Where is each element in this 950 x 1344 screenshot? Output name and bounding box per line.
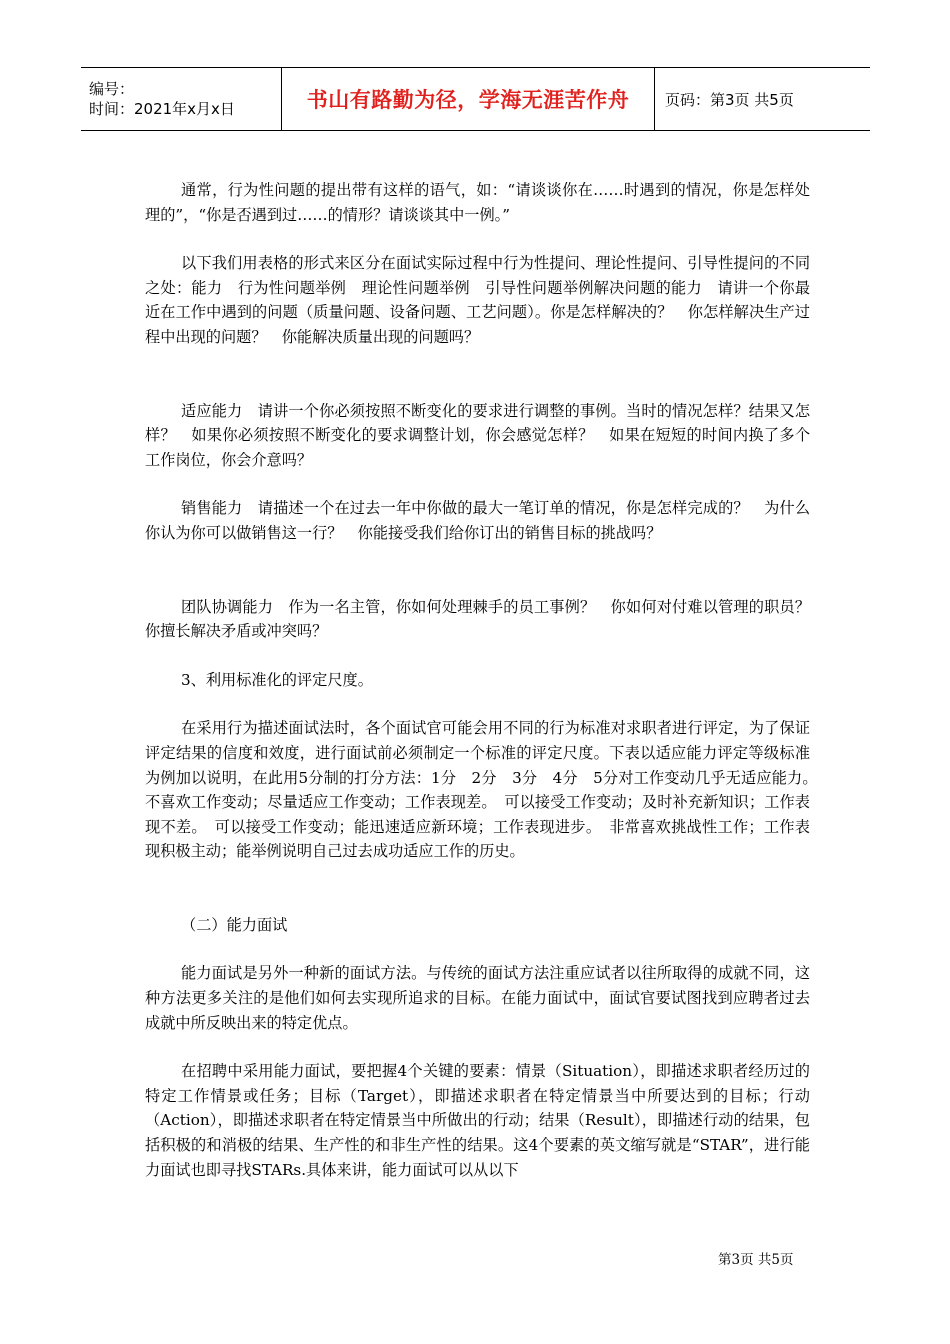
paragraph-question-comparison: 以下我们用表格的形式来区分在面试实际过程中行为性提问、理论性提问、引导性提问的不同之处：能力 行为性问题举例 理论性问题举例 引导性问题举例解决问题的能力 请讲一个你最近在工作中遇到的问题（质量问题、设备问题、工艺问题）。你是怎样解决的？ 你怎样解决生产过程中出现的问题？ 你能解决质量出现的问题吗？ — [145, 254, 810, 346]
paragraph-star-elements: 在招聘中采用能力面试，要把握4个关键的要素：情景（Situation），即描述求职者经历过的特定工作情景或任务；目标（Target），即描述求职者在特定情景当中所要达到的目标；行动（Action），即描述求职者在特定情景当中所做出的行动；结果（Result），即描述行动的结果，包括积极的和消极的结果、生产性的和非生产性的结果。这4个要素的英文缩写就是“STAR”，进行能力面试也即寻找STARs.具体来讲，能力面试可以从以下 — [145, 1062, 810, 1179]
page-footer: 第3页 共5页 — [718, 1252, 794, 1268]
paragraph-behavioral-intro: 通常，行为性问题的提出带有这样的语气，如：“请谈谈你在……时遇到的情况，你是怎样处理的”，“你是否遇到过……的情形？请谈谈其中一例。” — [145, 181, 810, 224]
paragraph-ability-interview: 能力面试是另外一种新的面试方法。与传统的面试方法注重应试者以往所取得的成就不同，这种方法更多关注的是他们如何去实现所追求的目标。在能力面试中，面试官要试图找到应聘者过去成就中所反映出来的特定优点。 — [145, 964, 810, 1032]
paragraph-teamwork: 团队协调能力 作为一名主管，你如何处理棘手的员工事例？ 你如何对付难以管理的职员？ 你擅长解决矛盾或冲突吗？ — [145, 597, 826, 641]
section-heading-ability-interview: （二）能力面试 — [181, 915, 288, 934]
document-time-label: 时间：2021年x月x日 — [89, 100, 235, 118]
header-meta — [81, 68, 282, 130]
header-page-code: 页码：第3页 共5页 — [665, 90, 794, 109]
paragraph-standard-scale-heading: 3、利用标准化的评定尺度。 — [181, 670, 373, 689]
paragraph-rating-scale: 在采用行为描述面试法时，各个面试官可能会用不同的行为标准对求职者进行评定，为了保证评定结果的信度和效度，进行面试前必须制定一个标准的评定尺度。下表以适应能力评定等级标准为例加以说明，在此用5分制的打分方法：1分 2分 3分 4分 5分对工作变动几乎无适应能力。 不喜欢工作变动；尽量适应工作变动；工作表现差。 可以接受工作变动；及时补充新知识；工作表现不差。 可以接受工作变动；能迅速适应新环境；工作表现进步。 非常喜欢挑战性工作；工作表现积极主动；能举例说明自己过去成功适应工作的历史。 — [145, 719, 826, 861]
document-body — [145, 178, 826, 1182]
page-header — [81, 67, 870, 131]
document-number-label: 编号： — [89, 80, 135, 98]
header-motto: 书山有路勤为径，学海无涯苦作舟 — [306, 88, 630, 112]
paragraph-adaptability: 适应能力 请讲一个你必须按照不断变化的要求进行调整的事例。当时的情况怎样？结果又怎样？ 如果你必须按照不断变化的要求调整计划，你会感觉怎样？ 如果在短短的时间内换了多个工作岗位，你会介意吗？ — [145, 401, 810, 469]
header-motto-cell — [282, 68, 655, 130]
paragraph-sales: 销售能力 请描述一个在过去一年中你做的最大一笔订单的情况，你是怎样完成的？ 为什么你认为你可以做销售这一行？ 你能接受我们给你订出的销售目标的挑战吗？ — [145, 499, 810, 542]
